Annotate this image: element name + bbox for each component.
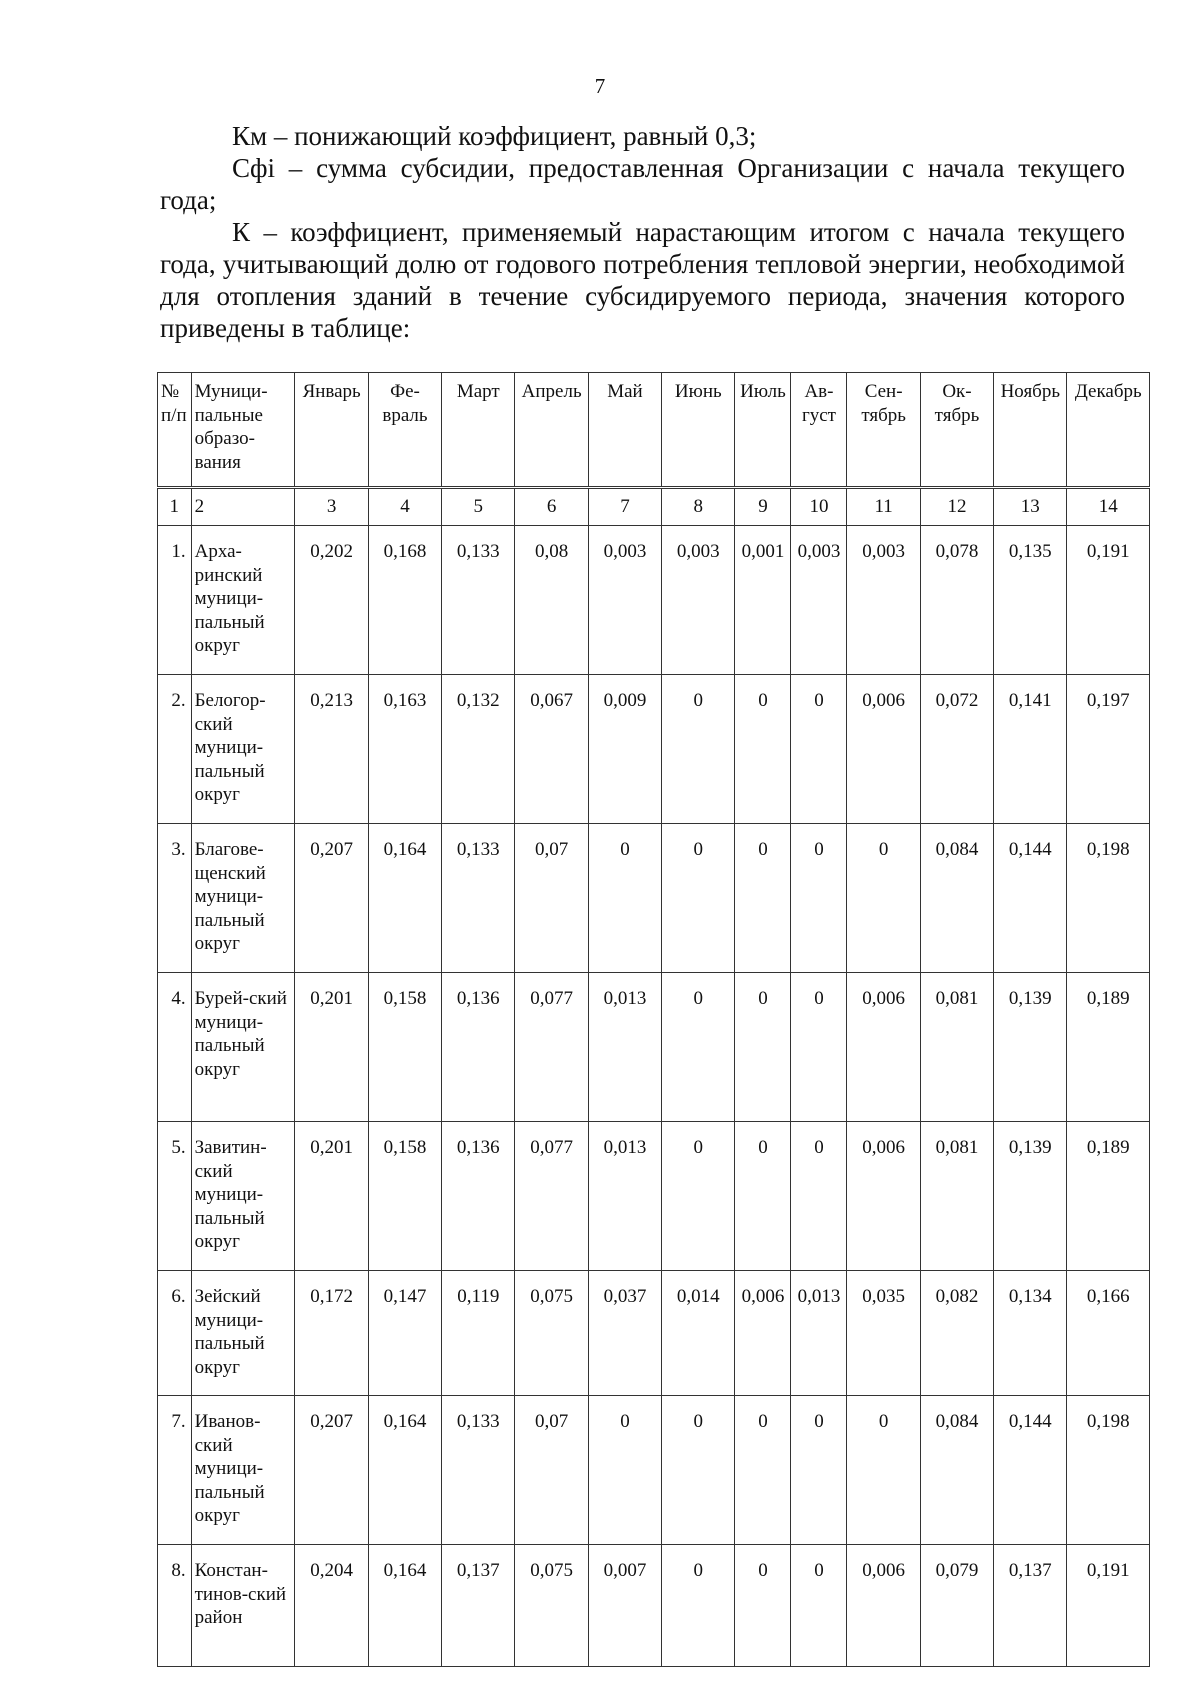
paragraph-sfi: Сфi – сумма субсидии, предоставленная Организации с начала текущего года;: [160, 153, 1125, 215]
row-index: 3.: [158, 824, 192, 973]
coefficient-value: 0,084: [920, 824, 993, 973]
municipality-name: Зейский муници-пальный округ: [191, 1271, 295, 1396]
column-number-cell: 11: [847, 488, 920, 526]
header-cell: Январь: [295, 373, 368, 488]
table-row: [158, 526, 1150, 675]
coefficient-value: 0,07: [515, 824, 588, 973]
column-number-cell: 12: [920, 488, 993, 526]
coefficient-value: 0: [588, 824, 661, 973]
coefficient-value: 0,198: [1067, 824, 1150, 973]
coefficient-value: 0,147: [368, 1271, 441, 1396]
header-cell: Март: [442, 373, 515, 488]
coefficient-value: 0,003: [662, 526, 735, 675]
coefficient-value: 0,003: [847, 526, 920, 675]
coefficient-value: 0,075: [515, 1545, 588, 1667]
coefficient-value: 0,119: [442, 1271, 515, 1396]
column-number-cell: 7: [588, 488, 661, 526]
header-cell: Апрель: [515, 373, 588, 488]
coefficient-value: 0,202: [295, 526, 368, 675]
column-number-cell: 10: [791, 488, 847, 526]
coefficient-value: 0,084: [920, 1396, 993, 1545]
header-cell: Ок-тябрь: [920, 373, 993, 488]
coefficient-value: 0,013: [588, 973, 661, 1122]
coefficient-value: 0: [662, 1396, 735, 1545]
coefficient-value: 0: [662, 824, 735, 973]
coefficient-value: 0,158: [368, 973, 441, 1122]
column-number-cell: 8: [662, 488, 735, 526]
table-row: [158, 1396, 1150, 1545]
coefficient-value: 0: [735, 1122, 791, 1271]
coefficient-value: 0: [847, 824, 920, 973]
coefficient-value: 0,133: [442, 1396, 515, 1545]
municipality-name: Завитин-ский муници-пальный округ: [191, 1122, 295, 1271]
coefficient-value: 0,013: [588, 1122, 661, 1271]
coefficient-value: 0,144: [994, 824, 1067, 973]
paragraph-k: К – коэффициент, применяемый нарастающим итогом с начала текущего года, учитывающий долю от годового потребления тепловой энергии, необходимой для отопления зданий в течение субсидируемого периода, значения которого приведены в таблице:: [160, 217, 1125, 343]
coefficient-value: 0: [791, 973, 847, 1122]
coefficient-value: 0: [662, 675, 735, 824]
coefficient-value: 0,001: [735, 526, 791, 675]
header-cell: Декабрь: [1067, 373, 1150, 488]
coefficient-value: 0: [791, 675, 847, 824]
coefficient-value: 0,189: [1067, 973, 1150, 1122]
column-number-cell: 3: [295, 488, 368, 526]
coefficient-value: 0,164: [368, 824, 441, 973]
municipality-name: Констан-тинов-ский район: [191, 1545, 295, 1667]
coefficient-value: 0,072: [920, 675, 993, 824]
coefficient-value: 0,139: [994, 973, 1067, 1122]
paragraph-km: Км – понижающий коэффициент, равный 0,3;: [232, 121, 757, 151]
table-row: [158, 973, 1150, 1122]
coefficient-value: 0,037: [588, 1271, 661, 1396]
coefficient-value: 0,137: [442, 1545, 515, 1667]
column-number-cell: 1: [158, 488, 192, 526]
coefficient-value: 0,198: [1067, 1396, 1150, 1545]
header-cell: № п/п: [158, 373, 192, 488]
coefficient-value: 0,009: [588, 675, 661, 824]
coefficient-value: 0,079: [920, 1545, 993, 1667]
coefficient-value: 0,136: [442, 1122, 515, 1271]
coefficient-value: 0,075: [515, 1271, 588, 1396]
coefficient-value: 0,08: [515, 526, 588, 675]
coefficient-value: 0,013: [791, 1271, 847, 1396]
coefficient-value: 0,007: [588, 1545, 661, 1667]
coefficient-value: 0,078: [920, 526, 993, 675]
row-index: 7.: [158, 1396, 192, 1545]
coefficient-value: 0,197: [1067, 675, 1150, 824]
coefficient-value: 0,207: [295, 824, 368, 973]
row-index: 4.: [158, 973, 192, 1122]
coefficient-value: 0,081: [920, 1122, 993, 1271]
coefficient-value: 0,201: [295, 973, 368, 1122]
table-row: [158, 1122, 1150, 1271]
coefficient-value: 0,189: [1067, 1122, 1150, 1271]
municipality-name: Арха-ринский муници-пальный округ: [191, 526, 295, 675]
coefficient-value: 0,133: [442, 824, 515, 973]
page-number: 7: [594, 74, 606, 98]
coefficient-value: 0: [791, 824, 847, 973]
row-index: 5.: [158, 1122, 192, 1271]
table-header-row: [158, 373, 1150, 488]
coefficient-value: 0,07: [515, 1396, 588, 1545]
coefficient-value: 0: [735, 675, 791, 824]
coefficient-value: 0,081: [920, 973, 993, 1122]
header-cell: Ав-густ: [791, 373, 847, 488]
header-cell: Сен-тябрь: [847, 373, 920, 488]
table-row: [158, 1545, 1150, 1667]
table-row: [158, 675, 1150, 824]
coefficient-value: 0: [662, 1122, 735, 1271]
coefficient-value: 0,204: [295, 1545, 368, 1667]
column-number-cell: 2: [191, 488, 295, 526]
coefficient-value: 0: [735, 824, 791, 973]
coefficient-value: 0,191: [1067, 1545, 1150, 1667]
coefficient-value: 0,172: [295, 1271, 368, 1396]
coefficient-value: 0,006: [847, 973, 920, 1122]
column-number-cell: 5: [442, 488, 515, 526]
coefficient-value: 0,077: [515, 973, 588, 1122]
coefficient-value: 0,213: [295, 675, 368, 824]
column-number-cell: 14: [1067, 488, 1150, 526]
municipality-name: Бурей-ский муници-пальный округ: [191, 973, 295, 1122]
coefficient-value: 0,006: [735, 1271, 791, 1396]
coefficient-value: 0: [847, 1396, 920, 1545]
municipality-name: Благове-щенский муници-пальный округ: [191, 824, 295, 973]
coefficient-value: 0: [791, 1545, 847, 1667]
row-index: 2.: [158, 675, 192, 824]
coefficient-value: 0,132: [442, 675, 515, 824]
header-cell: Май: [588, 373, 661, 488]
coefficient-value: 0: [791, 1396, 847, 1545]
coefficient-value: 0,141: [994, 675, 1067, 824]
row-index: 1.: [158, 526, 192, 675]
coefficient-value: 0,006: [847, 1545, 920, 1667]
coefficient-value: 0: [735, 973, 791, 1122]
row-index: 6.: [158, 1271, 192, 1396]
column-number-cell: 6: [515, 488, 588, 526]
coefficient-value: 0,207: [295, 1396, 368, 1545]
column-number-cell: 4: [368, 488, 441, 526]
coefficient-value: 0: [662, 973, 735, 1122]
coefficient-value: 0,077: [515, 1122, 588, 1271]
coefficient-value: 0,003: [791, 526, 847, 675]
coefficient-value: 0,164: [368, 1396, 441, 1545]
coefficient-value: 0,006: [847, 1122, 920, 1271]
coefficient-value: 0: [791, 1122, 847, 1271]
coefficient-value: 0,003: [588, 526, 661, 675]
column-number-cell: 13: [994, 488, 1067, 526]
coefficient-value: 0,163: [368, 675, 441, 824]
coefficient-value: 0,082: [920, 1271, 993, 1396]
coefficient-value: 0,035: [847, 1271, 920, 1396]
municipality-name: Иванов-ский муници-пальный округ: [191, 1396, 295, 1545]
header-cell: Муници-пальные образо-вания: [191, 373, 295, 488]
coefficient-value: 0,144: [994, 1396, 1067, 1545]
header-cell: Июль: [735, 373, 791, 488]
coefficient-value: 0: [735, 1396, 791, 1545]
body-text: [160, 120, 1125, 344]
row-index: 8.: [158, 1545, 192, 1667]
coefficient-value: 0,191: [1067, 526, 1150, 675]
coefficient-value: 0,014: [662, 1271, 735, 1396]
coefficient-value: 0,158: [368, 1122, 441, 1271]
coefficient-value: 0: [588, 1396, 661, 1545]
coefficient-table: [157, 372, 1150, 1667]
coefficient-value: 0,137: [994, 1545, 1067, 1667]
column-number-row: [158, 488, 1150, 526]
header-cell: Фе-враль: [368, 373, 441, 488]
coefficient-value: 0,168: [368, 526, 441, 675]
coefficient-value: 0: [735, 1545, 791, 1667]
coefficient-value: 0,136: [442, 973, 515, 1122]
municipality-name: Белогор-ский муници-пальный округ: [191, 675, 295, 824]
coefficient-value: 0,067: [515, 675, 588, 824]
coefficient-value: 0,139: [994, 1122, 1067, 1271]
coefficient-value: 0,201: [295, 1122, 368, 1271]
coefficient-value: 0,164: [368, 1545, 441, 1667]
coefficient-value: 0,135: [994, 526, 1067, 675]
header-cell: Июнь: [662, 373, 735, 488]
table-row: [158, 1271, 1150, 1396]
table-row: [158, 824, 1150, 973]
coefficient-value: 0: [662, 1545, 735, 1667]
header-cell: Ноябрь: [994, 373, 1067, 488]
coefficient-value: 0,133: [442, 526, 515, 675]
coefficient-value: 0,166: [1067, 1271, 1150, 1396]
column-number-cell: 9: [735, 488, 791, 526]
coefficient-value: 0,006: [847, 675, 920, 824]
coefficient-value: 0,134: [994, 1271, 1067, 1396]
